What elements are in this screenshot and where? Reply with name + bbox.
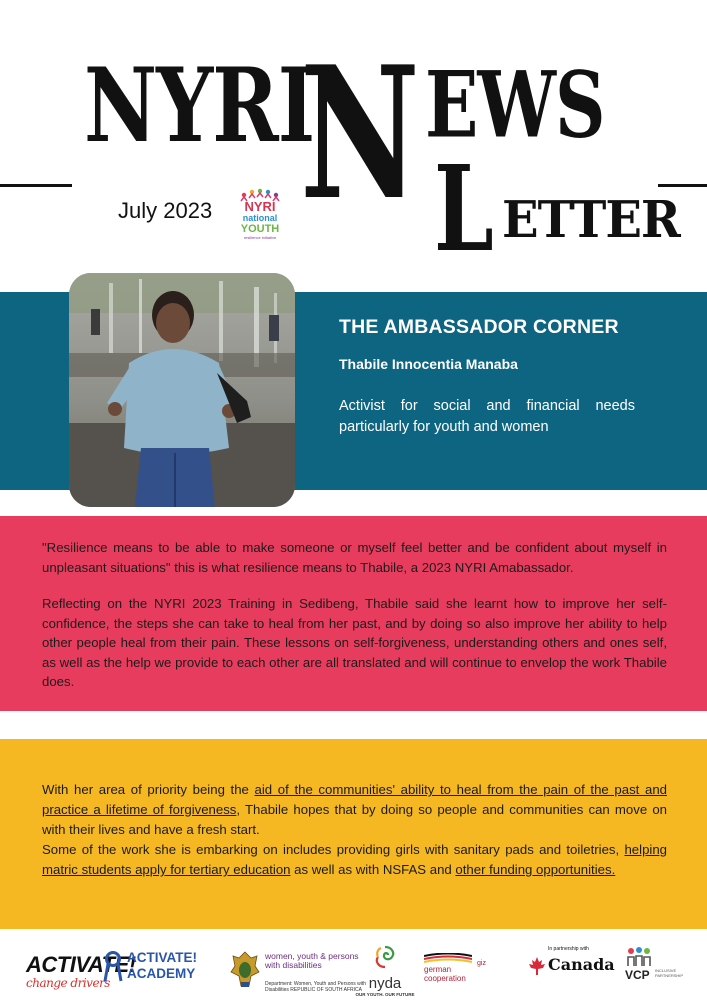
academy-logo-line2: ACADEMY [127, 966, 196, 981]
masthead-title-big-l: L [434, 139, 494, 278]
story-text [42, 538, 667, 692]
issue-date: July 2023 [118, 198, 213, 223]
funding-opportunities-link: other funding opportunities. [455, 862, 616, 877]
canada-logo-name: Canada [548, 955, 615, 974]
activate-logo-sub: change drivers [26, 976, 110, 990]
masthead-title-nyri: NYRI [84, 45, 315, 166]
ambassador-portrait-image [69, 273, 295, 507]
nyda-logo-tagline: OUR YOUTH. OUR FUTURE [355, 992, 415, 997]
activate-academy-logo [105, 950, 197, 982]
coat-of-arms-icon [229, 950, 261, 990]
giz-logo: giz [477, 960, 486, 967]
nyda-logo-name: nyda [368, 975, 402, 992]
masthead-right-rule [658, 184, 707, 187]
academy-logo-line1: ACTIVATE! [127, 950, 197, 965]
priorities-intro: With her area of priority being the [42, 782, 255, 797]
department-logo-detail: Department: Women, Youth and Persons with Disabilities REPUBLIC OF SOUTH AFRICA [265, 981, 367, 993]
priority-healing-link: aid of the communities' ability to heal from the pain of the past and practice a lifetime of forgiveness [42, 782, 667, 817]
nyda-logo [355, 944, 415, 997]
german-logo-line2: cooperation [424, 974, 466, 983]
vcp-people-icon [625, 946, 653, 968]
nyri-logo-tagline: resilience initiative [243, 235, 277, 240]
ambassador-corner-heading: THE AMBASSADOR CORNER [339, 316, 619, 338]
masthead-left-rule [0, 184, 72, 187]
vcp-logo-name: VCP [625, 968, 650, 982]
department-women-youth-logo [229, 950, 367, 993]
ambassador-description: Activist for social and financial needs particularly for youth and women [339, 398, 635, 435]
vcp-logo-detail: INCLUSIVE PARTNERSHIP [655, 968, 684, 978]
nyri-logo-line1: national [242, 213, 278, 223]
german-cooperation-logo [424, 953, 472, 983]
ambassador-photo [69, 273, 295, 507]
matric-students-link: helping matric students apply for tertiary education [42, 842, 667, 877]
academy-ribbon-icon [103, 950, 123, 984]
maple-leaf-icon [528, 956, 546, 976]
priorities-after-link: , Thabile hopes that by doing so people and communities can move on with their lives and have a fresh start. [42, 802, 667, 837]
german-flag-stripes-icon [424, 953, 472, 963]
nyri-logo-brand: NYRI [244, 199, 276, 214]
story-paragraph-quote: "Resilience means to be able to make someone or myself feel better and be confident about myself in unpleasant situations" this is what resilience means to Thabile, a 2023 NYRI Amabassador. [42, 540, 667, 575]
nyri-national-youth-logo [232, 188, 288, 244]
masthead-title-ews: EWS [425, 50, 605, 159]
work-after-link: as well as with NSFAS and [290, 862, 456, 877]
partner-logos-footer [0, 936, 707, 1000]
department-logo-words: women, youth & persons with disabilities [265, 951, 359, 970]
activate-logo-main: ACTIVATE! [26, 952, 136, 977]
work-intro: Some of the work she is embarking on includes providing girls with sanitary pads and toiletries, [42, 842, 625, 857]
canada-logo-prefix: In partnership with [548, 946, 589, 952]
masthead-title-etter: ETTER [502, 190, 680, 250]
nyda-swirl-icon [372, 944, 398, 970]
german-logo-line1: german [424, 965, 452, 974]
nyri-logo-line2: YOUTH [240, 223, 280, 235]
newsletter-masthead [0, 0, 707, 280]
ambassador-name: Thabile Innocentia Manaba [339, 356, 518, 372]
story-paragraph-reflection: Reflecting on the NYRI 2023 Training in Sedibeng, Thabile said she learnt how to improve her self-confidence, the steps she can take to heal from her past, and by doing so also improve her ability to help other people heal from their pain. These lessons on self-forgiveness, understanding others and ones self, as well as the help we provide to each other are all translated and will continue to envelop the work Thabile does. [42, 596, 667, 689]
masthead-title-big-n: N [300, 26, 420, 240]
vcp-logo [625, 946, 684, 982]
priorities-text [42, 780, 667, 880]
